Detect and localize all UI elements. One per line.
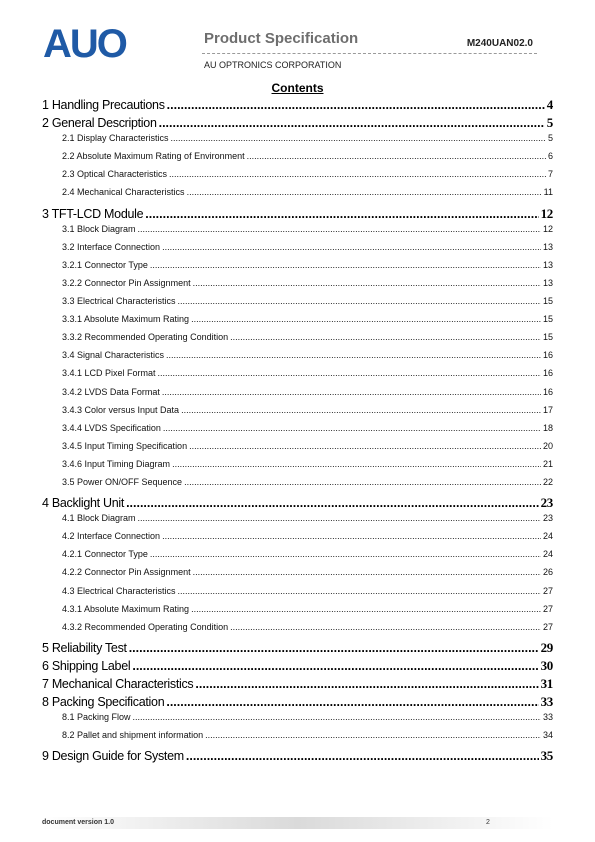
toc-leader-dots <box>163 423 541 433</box>
toc-entry-title: 4.1 Block Diagram <box>62 513 136 524</box>
document-version: document version 1.0 <box>42 819 114 826</box>
contents-heading: Contents <box>271 81 324 95</box>
toc-entry[interactable] <box>42 187 553 205</box>
toc-entry[interactable] <box>42 658 553 676</box>
toc-entry-title: 2.2 Absolute Maximum Rating of Environment <box>62 151 245 162</box>
toc-entry-page: 27 <box>542 585 553 596</box>
toc-entry-title: 4.2.2 Connector Pin Assignment <box>62 567 191 578</box>
toc-entry[interactable] <box>42 495 553 513</box>
footer-bar <box>42 817 553 829</box>
toc-entry-title: 3.4 Signal Characteristics <box>62 350 165 361</box>
toc-entry-page: 6 <box>547 151 553 162</box>
toc-entry[interactable] <box>42 423 553 441</box>
toc-entry[interactable] <box>42 387 553 405</box>
toc-leader-dots <box>191 314 541 324</box>
toc-entry-page: 27 <box>542 621 553 632</box>
toc-entry-title: 4.3.1 Absolute Maximum Rating <box>62 603 190 614</box>
toc-entry-title: 5 Reliability Test <box>42 640 127 655</box>
toc-entry-title: 3.4.3 Color versus Input Data <box>62 404 180 415</box>
toc-entry-title: 1 Handling Precautions <box>42 98 165 112</box>
toc-leader-dots <box>138 224 541 234</box>
toc-leader-dots <box>193 567 541 577</box>
toc-entry-title: 8.2 Pallet and shipment information <box>62 730 204 741</box>
toc-entry-page: 29 <box>540 639 553 655</box>
toc-leader-dots <box>191 604 541 614</box>
toc-leader-dots <box>178 296 541 306</box>
toc-entry-page: 13 <box>542 277 553 288</box>
toc-leader-dots <box>138 513 541 523</box>
toc-leader-dots <box>181 405 541 415</box>
toc-entry-title: 8.1 Packing Flow <box>62 712 131 723</box>
toc-entry[interactable] <box>42 260 553 278</box>
toc-entry-page: 23 <box>540 495 553 511</box>
toc-entry-page: 13 <box>542 259 553 270</box>
toc-entry-title: 3.3.1 Absolute Maximum Rating <box>62 314 190 325</box>
toc-entry[interactable] <box>42 97 553 115</box>
toc-entry[interactable] <box>42 151 553 169</box>
toc-entry-title: 4.2.1 Connector Type <box>62 549 148 560</box>
toc-entry-page: 17 <box>542 404 553 415</box>
toc-leader-dots <box>186 749 539 763</box>
toc-leader-dots <box>132 659 538 673</box>
toc-entry-title: 4 Backlight Unit <box>42 496 125 511</box>
toc-leader-dots <box>167 98 545 112</box>
toc-entry-title: 2.1 Display Characteristics <box>62 133 169 144</box>
toc-entry[interactable] <box>42 459 553 477</box>
toc-entry[interactable] <box>42 549 553 567</box>
toc-leader-dots <box>169 169 546 179</box>
toc-leader-dots <box>166 695 538 709</box>
toc-entry-page: 16 <box>542 368 553 379</box>
toc-entry-title: 3.3 Electrical Characteristics <box>62 296 176 307</box>
toc-leader-dots <box>145 207 538 221</box>
toc-entry[interactable] <box>42 712 553 730</box>
toc-entry-page: 30 <box>540 657 553 673</box>
toc-entry-title: 9 Design Guide for System <box>42 749 184 764</box>
toc-entry-title: 3.4.5 Input Timing Specification <box>62 440 188 451</box>
toc-entry-title: 3.2.1 Connector Type <box>62 259 148 270</box>
toc-entry[interactable] <box>42 350 553 368</box>
toc-entry[interactable] <box>42 531 553 549</box>
toc-entry-title: 3.4.6 Input Timing Diagram <box>62 458 171 469</box>
toc-leader-dots <box>171 133 546 143</box>
toc-leader-dots <box>193 278 541 288</box>
toc-entry-page: 13 <box>542 241 553 252</box>
toc-entry[interactable] <box>42 368 553 386</box>
toc-leader-dots <box>205 730 541 740</box>
toc-entry[interactable] <box>42 567 553 585</box>
toc-entry-page: 20 <box>542 440 553 451</box>
toc-entry[interactable] <box>42 640 553 658</box>
toc-entry-page: 7 <box>547 169 553 180</box>
toc-leader-dots <box>129 641 539 655</box>
toc-entry-title: 8 Packing Specification <box>42 695 165 710</box>
toc-entry-page: 24 <box>542 531 553 542</box>
toc-entry-page: 34 <box>542 730 553 741</box>
table-of-contents <box>42 97 553 766</box>
toc-entry[interactable] <box>42 622 553 640</box>
toc-entry-title: 3.4.1 LCD Pixel Format <box>62 368 156 379</box>
toc-entry[interactable] <box>42 332 553 350</box>
toc-entry-title: 3.4.2 LVDS Data Format <box>62 386 160 397</box>
page-number: 2 <box>486 819 490 826</box>
toc-leader-dots <box>133 712 541 722</box>
toc-leader-dots <box>158 368 541 378</box>
toc-entry-title: 3.5 Power ON/OFF Sequence <box>62 476 183 487</box>
toc-entry-page: 16 <box>542 386 553 397</box>
toc-entry[interactable] <box>42 405 553 423</box>
toc-entry[interactable] <box>42 115 553 133</box>
toc-entry[interactable] <box>42 477 553 495</box>
toc-entry[interactable] <box>42 242 553 260</box>
toc-leader-dots <box>184 477 541 487</box>
toc-entry-page: 15 <box>542 296 553 307</box>
toc-entry-page: 11 <box>543 187 553 198</box>
toc-leader-dots <box>230 622 541 632</box>
auo-logo: AUO <box>43 22 126 66</box>
toc-leader-dots <box>126 496 539 510</box>
toc-entry-page: 18 <box>542 422 553 433</box>
toc-entry-title: 3.2.2 Connector Pin Assignment <box>62 277 191 288</box>
toc-entry-page: 31 <box>540 676 553 691</box>
header-divider <box>202 53 537 54</box>
toc-leader-dots <box>172 459 541 469</box>
toc-entry-page: 12 <box>540 205 553 221</box>
toc-leader-dots <box>150 260 541 270</box>
toc-leader-dots <box>159 116 545 130</box>
toc-entry-title: 6 Shipping Label <box>42 658 131 673</box>
document-title: Product Specification <box>204 30 359 47</box>
toc-entry-page: 21 <box>542 458 553 469</box>
toc-leader-dots <box>178 586 541 596</box>
toc-entry-title: 4.3.2 Recommended Operating Condition <box>62 621 229 632</box>
toc-entry[interactable] <box>42 206 553 224</box>
toc-entry[interactable] <box>42 224 553 242</box>
toc-entry[interactable] <box>42 730 553 748</box>
toc-entry[interactable] <box>42 513 553 531</box>
toc-entry-page: 33 <box>540 694 553 710</box>
toc-leader-dots <box>162 531 541 541</box>
toc-entry-title: 3.2 Interface Connection <box>62 241 161 252</box>
toc-entry[interactable] <box>42 676 553 694</box>
toc-entry-page: 23 <box>542 513 553 524</box>
toc-entry-page: 33 <box>542 712 553 723</box>
toc-entry-page: 15 <box>542 332 553 343</box>
toc-entry[interactable] <box>42 278 553 296</box>
toc-leader-dots <box>162 387 541 397</box>
toc-entry[interactable] <box>42 314 553 332</box>
toc-entry[interactable] <box>42 441 553 459</box>
toc-entry[interactable] <box>42 748 553 766</box>
toc-leader-dots <box>195 677 538 691</box>
toc-entry[interactable] <box>42 296 553 314</box>
toc-entry[interactable] <box>42 604 553 622</box>
toc-entry-page: 22 <box>542 476 553 487</box>
toc-entry-page: 24 <box>542 549 553 560</box>
corporation-name: AU OPTRONICS CORPORATION <box>204 60 342 70</box>
toc-entry-title: 3.1 Block Diagram <box>62 223 136 234</box>
toc-entry-page: 4 <box>546 97 553 112</box>
toc-leader-dots <box>187 187 542 197</box>
toc-leader-dots <box>230 332 541 342</box>
toc-entry-title: 7 Mechanical Characteristics <box>42 677 194 691</box>
toc-entry-page: 35 <box>540 748 553 764</box>
toc-entry-title: 2.4 Mechanical Characteristics <box>62 187 185 198</box>
toc-entry-page: 12 <box>542 223 553 234</box>
toc-entry-title: 4.2 Interface Connection <box>62 531 161 542</box>
toc-entry-title: 3.4.4 LVDS Specification <box>62 422 161 433</box>
toc-entry[interactable] <box>42 133 553 151</box>
toc-entry-page: 15 <box>542 314 553 325</box>
toc-entry-page: 5 <box>547 133 553 144</box>
toc-entry-page: 16 <box>542 350 553 361</box>
model-number: M240UAN02.0 <box>466 38 533 49</box>
toc-entry-title: 4.3 Electrical Characteristics <box>62 585 176 596</box>
toc-leader-dots <box>162 242 541 252</box>
toc-entry[interactable] <box>42 169 553 187</box>
toc-entry-page: 26 <box>542 567 553 578</box>
toc-entry-title: 3 TFT-LCD Module <box>42 206 144 221</box>
toc-leader-dots <box>166 350 541 360</box>
toc-leader-dots <box>150 549 541 559</box>
toc-entry[interactable] <box>42 586 553 604</box>
toc-entry-title: 3.3.2 Recommended Operating Condition <box>62 332 229 343</box>
toc-leader-dots <box>247 151 546 161</box>
toc-leader-dots <box>189 441 541 451</box>
toc-entry-page: 5 <box>546 115 553 131</box>
toc-entry-title: 2.3 Optical Characteristics <box>62 169 168 180</box>
toc-entry-page: 27 <box>542 603 553 614</box>
toc-entry-title: 2 General Description <box>42 116 157 131</box>
toc-entry[interactable] <box>42 694 553 712</box>
